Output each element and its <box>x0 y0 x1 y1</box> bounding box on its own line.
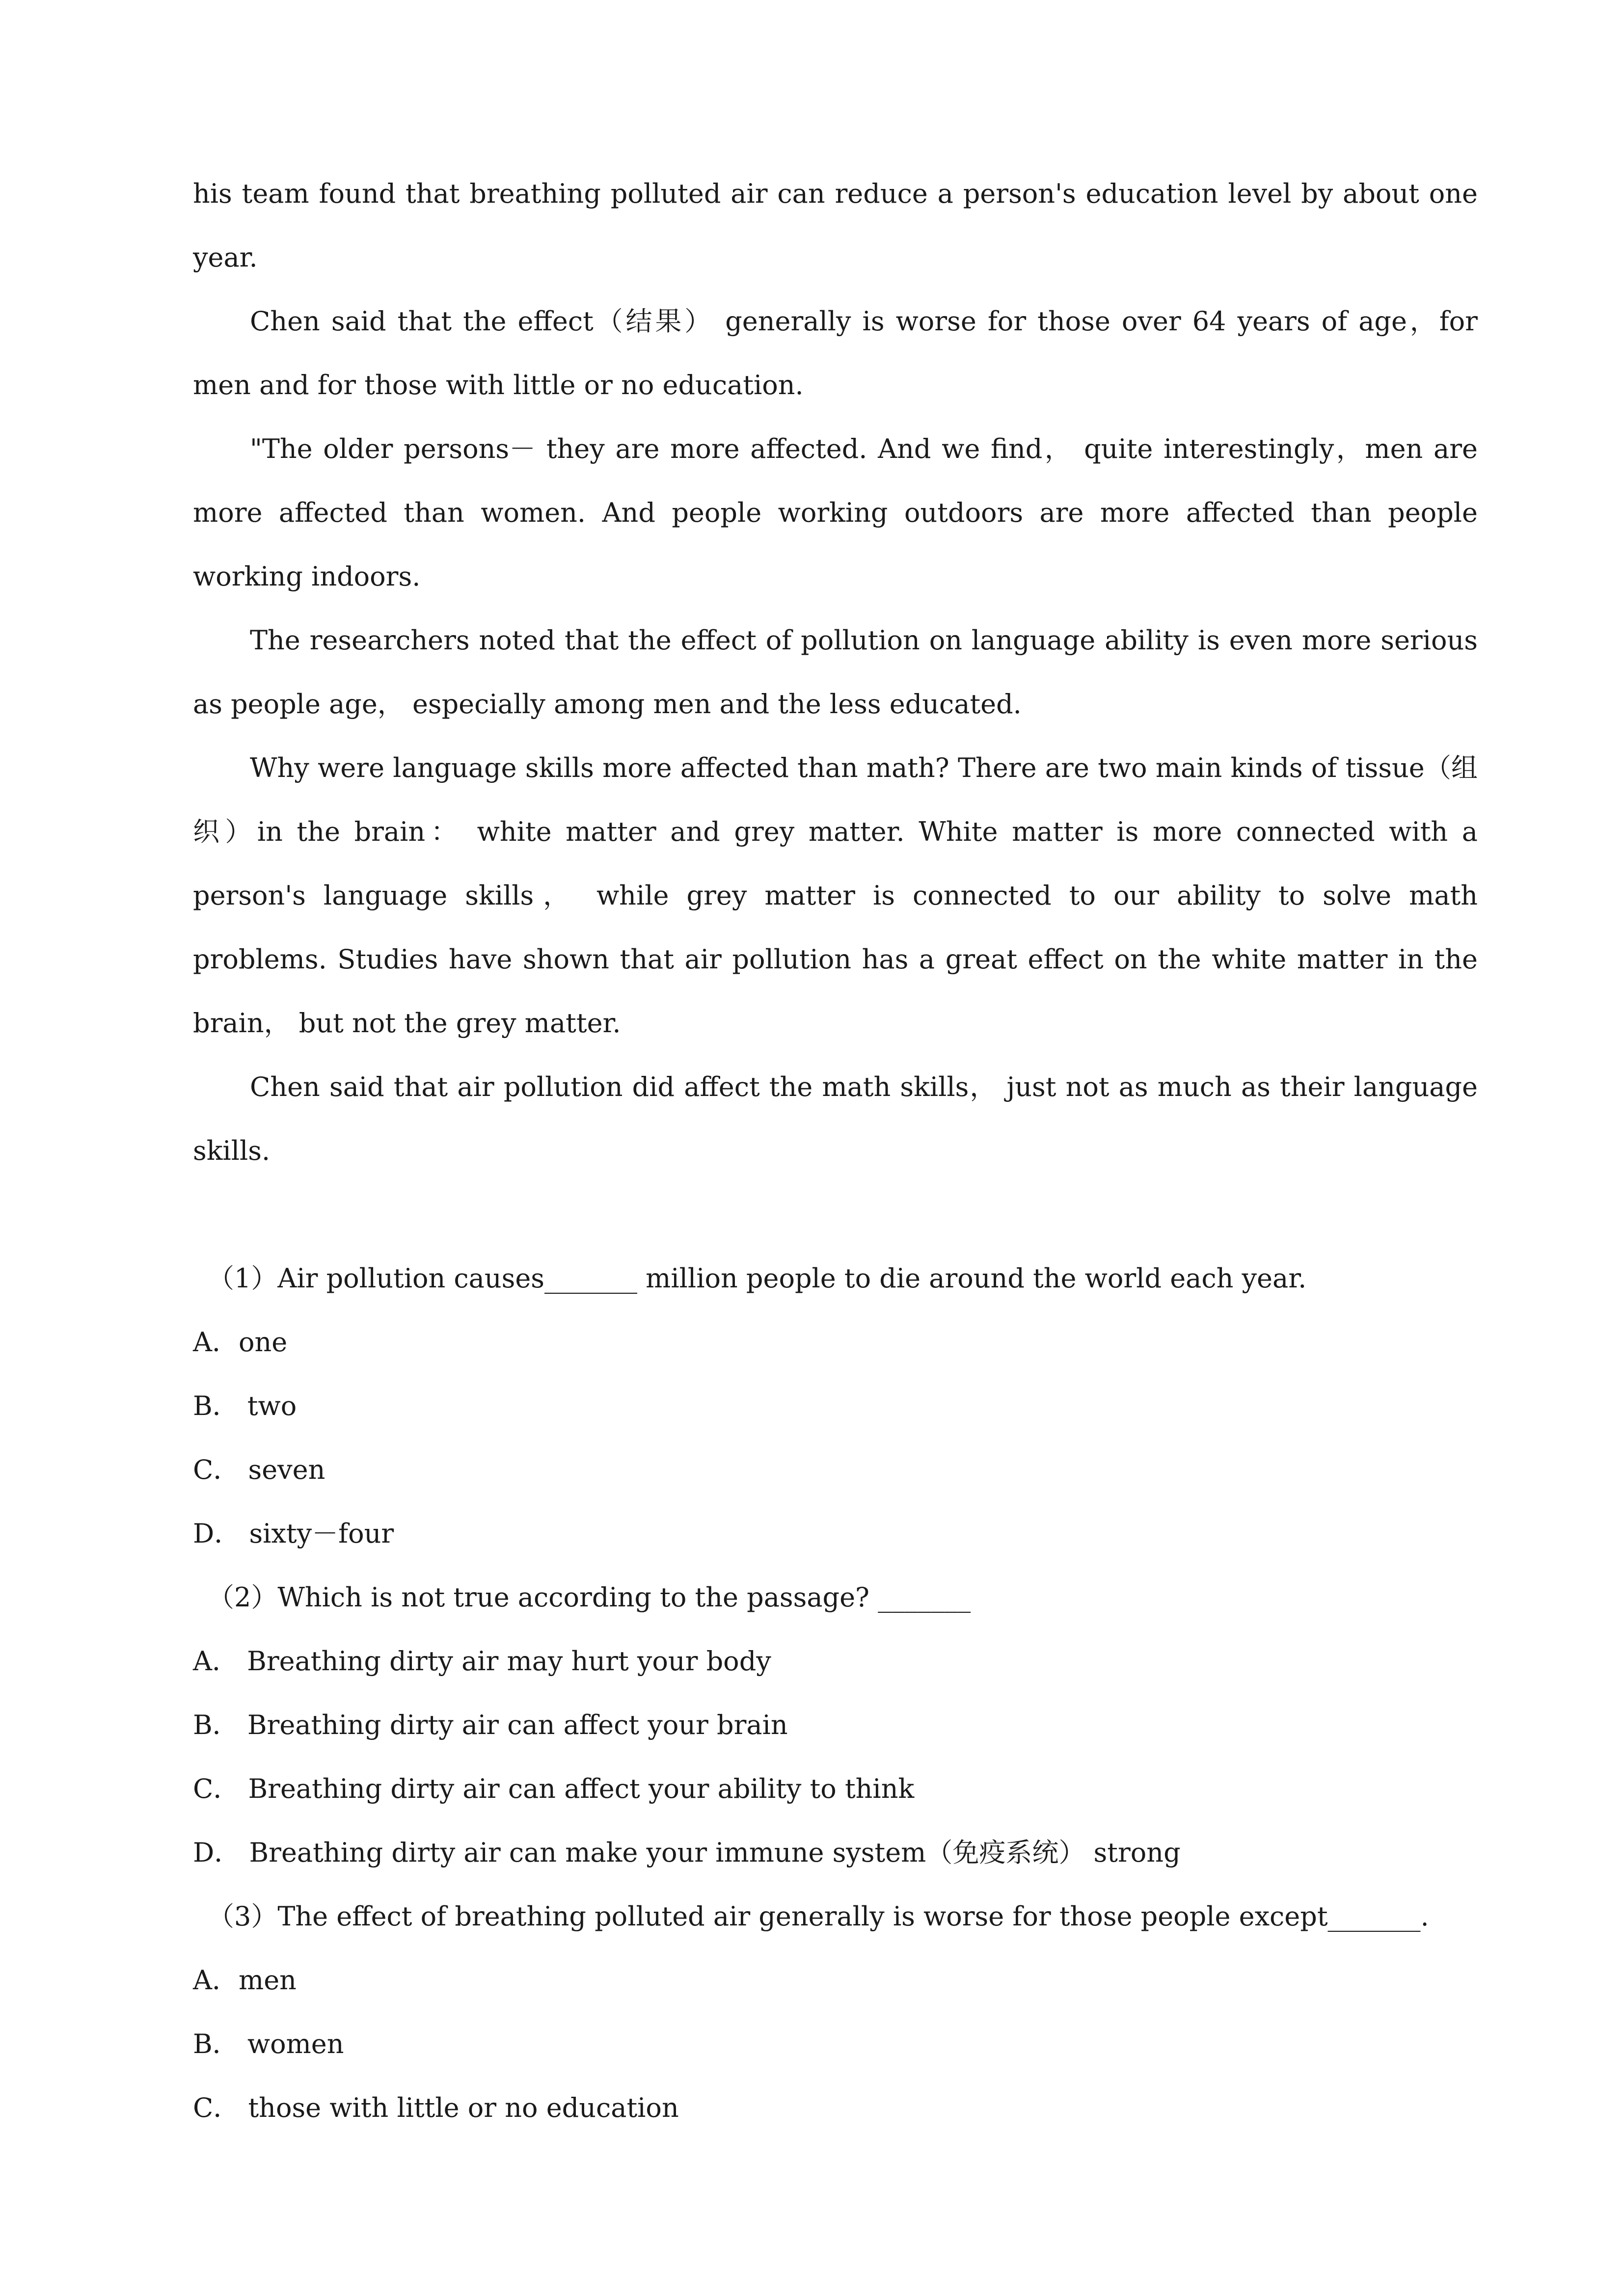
passage-paragraph-5: Why were language skills more affected than math? There are two main kinds of tissue（组织）in the brain： white matter and grey matter. White matter is more connected with a person's language skills， while grey matter is connected to our ability to solve math problems. Studies have shown that air pollution has a great effect on the white matter in the brain， but not the grey matter. <box>193 752 1478 1039</box>
option-a: A．one <box>193 1327 288 1358</box>
option-c: C． seven <box>193 1454 325 1485</box>
question-3 <box>193 1885 1478 2140</box>
question-stem: （1）Air pollution causes_______ million people to die around the world each year. <box>208 1263 1307 1294</box>
option-c: C． Breathing dirty air can affect your ability to think <box>193 1773 915 1804</box>
option-a: A． Breathing dirty air may hurt your body <box>193 1646 771 1677</box>
passage-paragraph-3: "The older persons－ they are more affected. And we find， quite interestingly，men are more affected than women. And people working outdoors are more affected than people working indoors. <box>193 433 1478 592</box>
option-c: C． those with little or no education <box>193 2092 679 2123</box>
passage-paragraph-2: Chen said that the effect（结果） generally is worse for those over 64 years of age，for men and for those with little or no education. <box>193 306 1478 400</box>
passage-paragraph-6: Chen said that air pollution did affect the math skills， just not as much as their language skills. <box>193 1071 1478 1166</box>
option-b: B． Breathing dirty air can affect your brain <box>193 1709 788 1740</box>
question-2 <box>193 1566 1478 1885</box>
question-stem: （3）The effect of breathing polluted air generally is worse for those people except_______. <box>208 1901 1429 1932</box>
section-spacer <box>193 1183 1478 1247</box>
passage-paragraph-4: The researchers noted that the effect of pollution on language ability is even more serious as people age， especially among men and the less educated. <box>193 625 1478 720</box>
option-b: B． two <box>193 1390 297 1421</box>
document-page <box>193 162 1478 2140</box>
option-d: D． Breathing dirty air can make your immune system（免疫系统） strong <box>193 1837 1181 1868</box>
option-d: D． sixty－four <box>193 1518 394 1549</box>
passage-paragraph-1: his team found that breathing polluted air can reduce a person's education level by about one year. <box>193 178 1478 273</box>
question-stem: （2）Which is not true according to the passage? _______ <box>208 1582 971 1613</box>
option-a: A．men <box>193 1965 297 1996</box>
question-1 <box>193 1247 1478 1566</box>
option-b: B． women <box>193 2029 344 2059</box>
